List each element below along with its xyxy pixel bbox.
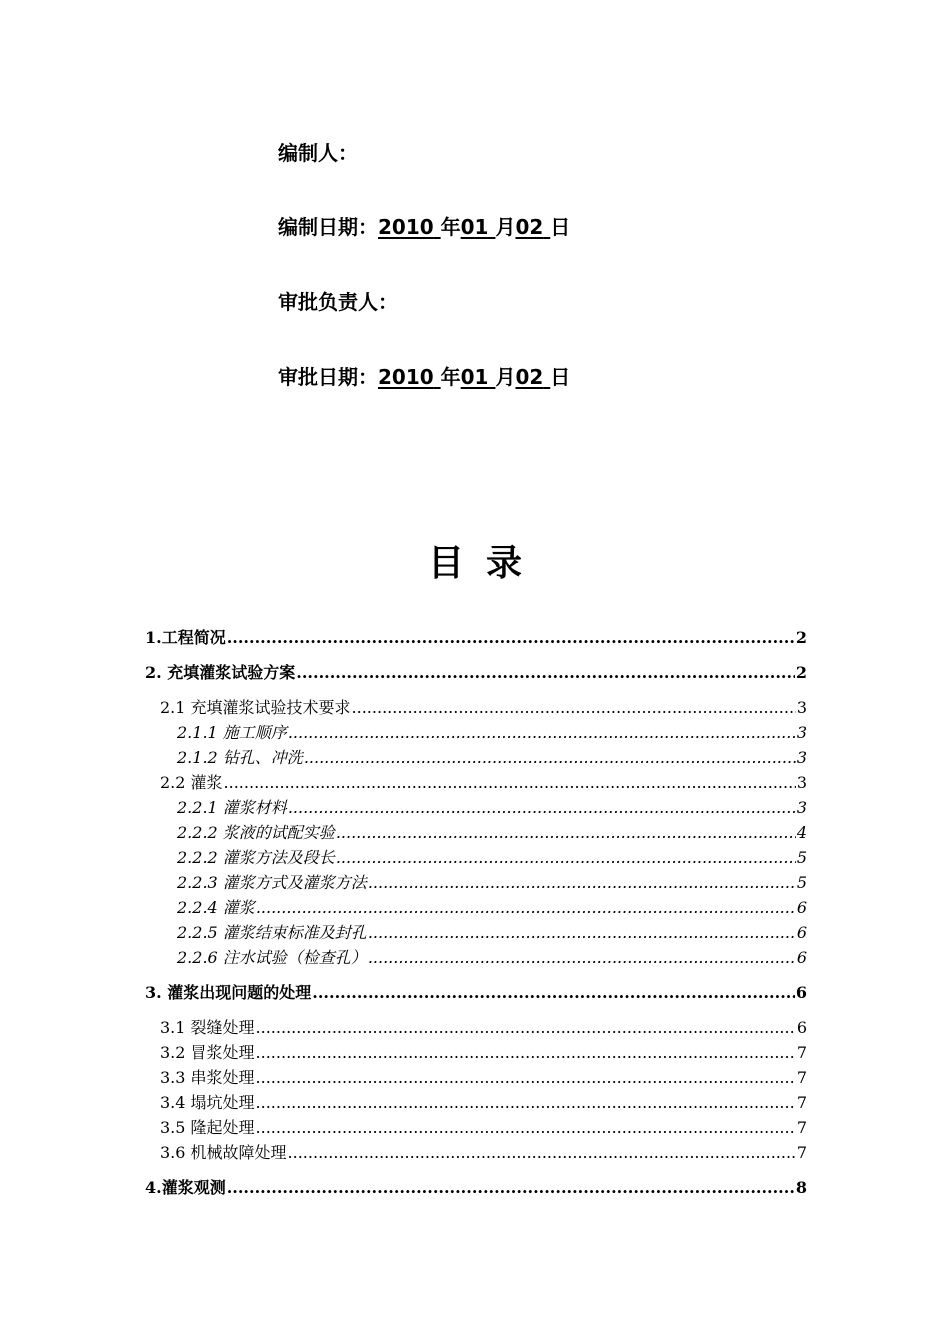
toc-entry[interactable] [145, 626, 807, 650]
toc-entry[interactable] [145, 1176, 807, 1200]
toc-entry-page: 3 [796, 773, 807, 792]
toc-entry-label: 2.2.4 灌浆 [177, 898, 255, 917]
toc-entry[interactable] [177, 921, 807, 945]
toc-leader-dots [352, 696, 796, 720]
toc-leader-dots [368, 946, 796, 970]
toc-leader-dots [256, 896, 796, 920]
toc-entry-page: 5 [796, 873, 807, 892]
toc-leader-dots [288, 721, 796, 745]
toc-entry-page: 7 [796, 1118, 807, 1137]
toc-entry-page: 3 [796, 798, 807, 817]
toc-entry-label: 2.2.5 灌浆结束标准及封孔 [177, 923, 367, 942]
toc-entry-label: 2.2.6 注水试验（检查孔） [177, 948, 367, 967]
toc-entry-label: 4.灌浆观测 [145, 1178, 226, 1197]
toc-entry-label: 3.5 隆起处理 [160, 1118, 255, 1137]
toc-entry-label: 2.2.3 灌浆方式及灌浆方法 [177, 873, 367, 892]
compiler-line [278, 140, 358, 166]
toc-leader-dots [368, 871, 796, 895]
toc-entry-label: 2.1 充填灌浆试验技术要求 [160, 698, 351, 717]
toc-leader-dots [256, 1091, 796, 1115]
toc-entry-label: 3.1 裂缝处理 [160, 1018, 255, 1037]
month-char: 月 [495, 215, 516, 239]
toc-leader-dots [227, 626, 795, 650]
toc-entry[interactable] [145, 981, 807, 1005]
day-char: 日 [550, 215, 571, 239]
toc-entry[interactable] [177, 896, 807, 920]
toc-entry-page: 7 [796, 1093, 807, 1112]
toc-entry-page: 2 [795, 663, 807, 682]
toc-leader-dots [336, 821, 796, 845]
compiler-label: 编制人： [278, 141, 358, 165]
approve-day: 02 [515, 365, 544, 389]
approve-date-line [278, 364, 570, 390]
toc-entry[interactable] [160, 696, 807, 720]
toc-entry-label: 3.3 串浆处理 [160, 1068, 255, 1087]
toc-leader-dots [312, 981, 795, 1005]
approve-month: 01 [460, 365, 489, 389]
toc-title: 目录 [427, 543, 544, 584]
toc-entry-page: 6 [796, 898, 807, 917]
toc-entry[interactable] [177, 796, 807, 820]
day-char: 日 [550, 365, 571, 389]
compile-date-label: 编制日期： [278, 215, 378, 239]
toc-entry-label: 1.工程简况 [145, 628, 226, 647]
toc-entry[interactable] [160, 1041, 807, 1065]
toc-entry[interactable] [177, 746, 807, 770]
toc-leader-dots [368, 921, 796, 945]
toc-entry[interactable] [160, 1066, 807, 1090]
toc-entry-page: 6 [795, 983, 807, 1002]
toc-entry[interactable] [160, 1016, 807, 1040]
toc-leader-dots [224, 771, 796, 795]
year-char: 年 [440, 365, 461, 389]
toc-entry[interactable] [160, 1116, 807, 1140]
toc-entry-label: 3.2 冒浆处理 [160, 1043, 255, 1062]
toc-entry-page: 5 [796, 848, 807, 867]
toc-entry-page: 6 [796, 1018, 807, 1037]
approve-date-label: 审批日期： [278, 365, 378, 389]
toc-leader-dots [288, 796, 796, 820]
toc-entry-page: 6 [796, 923, 807, 942]
toc-entry-page: 8 [795, 1178, 807, 1197]
toc-entry-page: 4 [796, 823, 807, 842]
toc-entry-label: 2.2.1 灌浆材料 [177, 798, 287, 817]
toc-entry-label: 3.6 机械故障处理 [160, 1143, 287, 1162]
toc-entry-page: 7 [796, 1143, 807, 1162]
toc-entry-label: 2.1.2 钻孔、冲洗 [177, 748, 303, 767]
toc-entry[interactable] [160, 1091, 807, 1115]
toc-leader-dots [256, 1066, 796, 1090]
toc-entry-page: 7 [796, 1043, 807, 1062]
toc-entry[interactable] [160, 771, 807, 795]
toc-leader-dots [304, 746, 796, 770]
toc-leader-dots [296, 661, 795, 685]
toc-entry[interactable] [160, 1141, 807, 1165]
toc-entry[interactable] [177, 721, 807, 745]
compile-date-line [278, 214, 570, 240]
toc-leader-dots [256, 1016, 796, 1040]
toc-entry-page: 3 [796, 748, 807, 767]
toc-entry-page: 2 [795, 628, 807, 647]
compile-month: 01 [460, 215, 489, 239]
year-char: 年 [440, 215, 461, 239]
toc-leader-dots [227, 1176, 795, 1200]
toc-entry-page: 3 [796, 723, 807, 742]
toc-entry-page: 3 [796, 698, 807, 717]
toc-leader-dots [288, 1141, 796, 1165]
toc-entry-page: 6 [796, 948, 807, 967]
compile-year: 2010 [378, 215, 434, 239]
toc-entry-label: 3. 灌浆出现问题的处理 [145, 983, 312, 1002]
toc-entry-label: 3.4 塌坑处理 [160, 1093, 255, 1112]
toc-entry[interactable] [145, 661, 807, 685]
toc-entry[interactable] [177, 821, 807, 845]
approve-year: 2010 [378, 365, 434, 389]
toc-entry[interactable] [177, 946, 807, 970]
toc-entry[interactable] [177, 846, 807, 870]
toc-entry-page: 7 [796, 1068, 807, 1087]
approver-line [278, 289, 398, 315]
month-char: 月 [495, 365, 516, 389]
approver-label: 审批负责人： [278, 290, 398, 314]
toc-entry-label: 2.2.2 灌浆方法及段长 [177, 848, 335, 867]
compile-day: 02 [515, 215, 544, 239]
toc-entry-label: 2.1.1 施工顺序 [177, 723, 287, 742]
toc-entry-label: 2.2.2 浆液的试配实验 [177, 823, 335, 842]
toc-entry-label: 2.2 灌浆 [160, 773, 223, 792]
toc-entry[interactable] [177, 871, 807, 895]
toc-leader-dots [256, 1041, 796, 1065]
toc-entry-label: 2. 充填灌浆试验方案 [145, 663, 296, 682]
toc-leader-dots [256, 1116, 796, 1140]
toc-leader-dots [336, 846, 796, 870]
